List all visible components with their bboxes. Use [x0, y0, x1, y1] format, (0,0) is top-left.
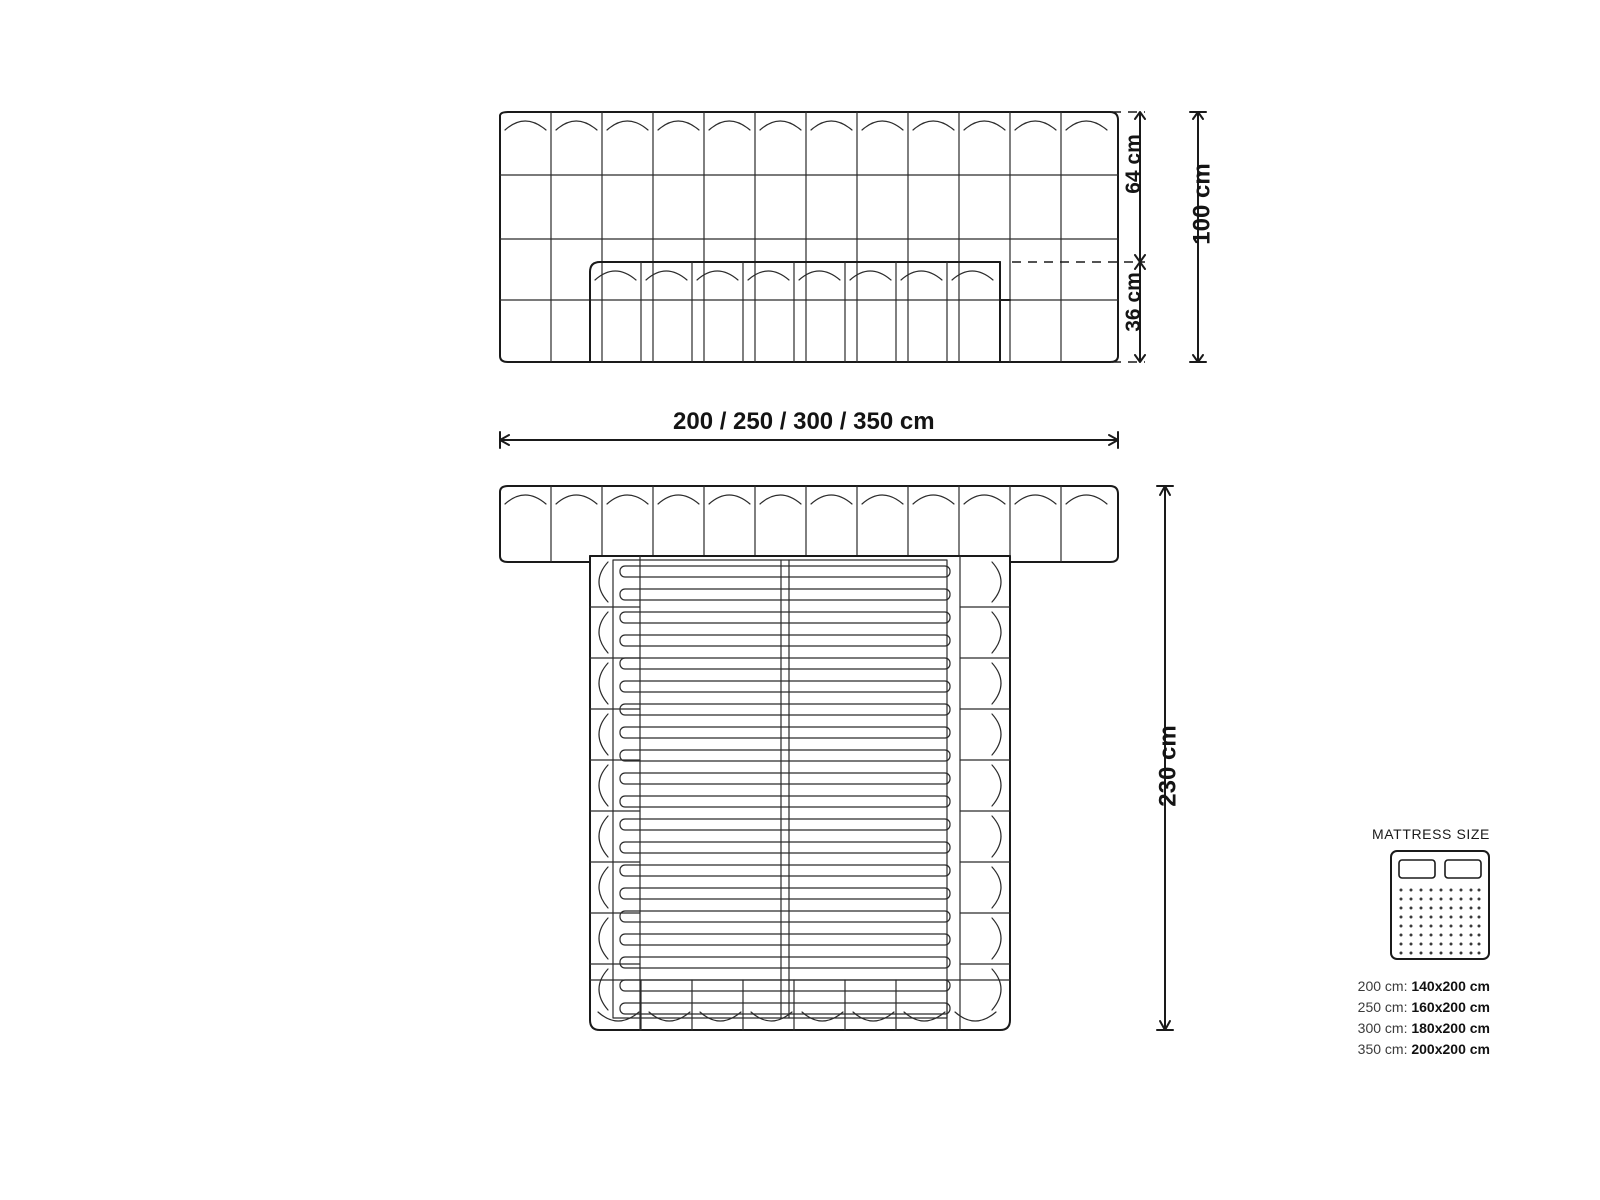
legend-value: 160x200 cm: [1411, 999, 1490, 1015]
legend-key: 200 cm:: [1357, 978, 1408, 994]
mattress-icon: [1390, 850, 1490, 960]
mattress-size-legend: [1320, 826, 1490, 1060]
list-item: [1320, 997, 1490, 1018]
top-plan-group: [500, 486, 1118, 1030]
legend-value: 140x200 cm: [1411, 978, 1490, 994]
front-elevation-group: [500, 112, 1118, 362]
legend-rows: [1320, 976, 1490, 1060]
dimension-label-width-options: 200 / 250 / 300 / 350 cm: [673, 408, 935, 435]
list-item: [1320, 976, 1490, 997]
legend-key: 250 cm:: [1357, 999, 1408, 1015]
legend-key: 300 cm:: [1357, 1020, 1408, 1036]
list-item: [1320, 1018, 1490, 1039]
legend-key: 350 cm:: [1357, 1041, 1408, 1057]
dimension-label-headboard-height: 64 cm: [1121, 134, 1145, 194]
legend-title: MATTRESS SIZE: [1372, 826, 1490, 842]
dimension-label-depth: 230 cm: [1154, 725, 1182, 807]
legend-value: 180x200 cm: [1411, 1020, 1490, 1036]
legend-value: 200x200 cm: [1411, 1041, 1490, 1057]
dimension-label-total-height: 100 cm: [1188, 163, 1216, 245]
dimension-label-base-height: 36 cm: [1121, 272, 1145, 332]
list-item: [1320, 1039, 1490, 1060]
